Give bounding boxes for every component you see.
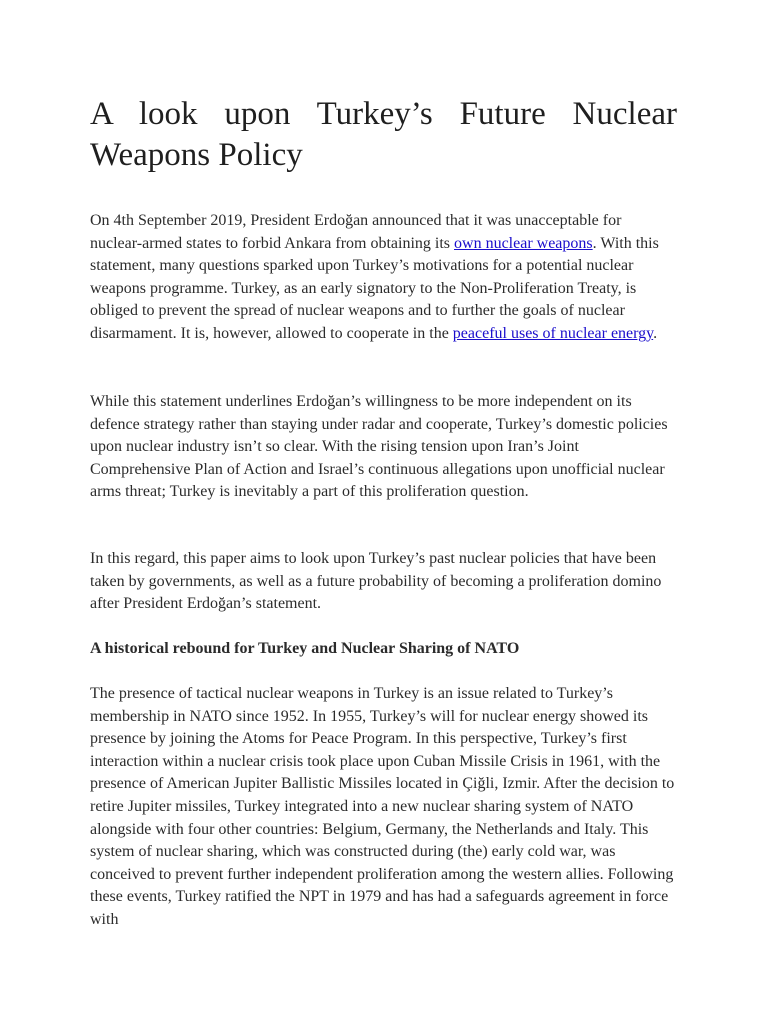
link-own-nuclear-weapons[interactable]: own nuclear weapons xyxy=(454,234,593,252)
paragraph-intro-text-b: . With this statement, many questions sparked upon Turkey’s motivations for a potential nuclear weapons programme. Turkey, as an early signatory to the Non-Proliferation Treaty, is obliged to prevent the spread of nuclear weapons and to further the goals of nuclear disarmament. It is, however, allowed to cooperate in the xyxy=(90,234,659,342)
paragraph-tactical-weapons: The presence of tactical nuclear weapons in Turkey is an issue related to Turkey’s membership in NATO since 1952. In 1955, Turkey’s will for nuclear energy showed its presence by joining the Atoms for Peace Program. In this perspective, Turkey’s first interaction within a nuclear crisis took place upon Cuban Missile Crisis in 1961, with the presence of American Jupiter Ballistic Missiles located in Çiğli, Izmir. After the decision to retire Jupiter missiles, Turkey integrated into a new nuclear sharing system of NATO alongside with four other countries: Belgium, Germany, the Netherlands and Italy. This system of nuclear sharing, which was constructed during (the) early cold war, was conceived to prevent further independent proliferation among the western allies. Following these events, Turkey ratified the NPT in 1979 and has had a safeguards agreement in force with xyxy=(90,685,675,928)
paragraph-intro-text-c: . xyxy=(653,324,658,342)
link-peaceful-uses-nuclear-energy[interactable]: peaceful uses of nuclear energy xyxy=(452,324,654,342)
paragraph-regard: In this regard, this paper aims to look upon Turkey’s past nuclear policies that have been taken by governments, as well as a future probability of becoming a proliferation domino after President Erdoğan’s statement. xyxy=(90,550,662,613)
title-line-2: Weapons Policy xyxy=(90,137,303,173)
title-line-1: A look upon Turkey’s Future Nuclear xyxy=(90,96,677,132)
page-title xyxy=(90,94,677,176)
paragraph-intro xyxy=(90,210,677,346)
paragraph-intro-text-a: On 4th September 2019, President Erdoğan announced that it was unacceptable for nuclear-armed states to forbid Ankara from obtaining its xyxy=(90,212,622,252)
section-heading-historical-rebound: A historical rebound for Turkey and Nuclear Sharing of NATO xyxy=(90,640,520,657)
paragraph-willingness: While this statement underlines Erdoğan’s willingness to be more independent on its defence strategy rather than staying under radar and cooperate, Turkey’s domestic policies upon nuclear industry isn’t so clear. With the rising tension upon Iran’s Joint Comprehensive Plan of Action and Israel’s continuous allegations upon unofficial nuclear arms threat; Turkey is inevitably a part of this proliferation question. xyxy=(90,393,668,501)
